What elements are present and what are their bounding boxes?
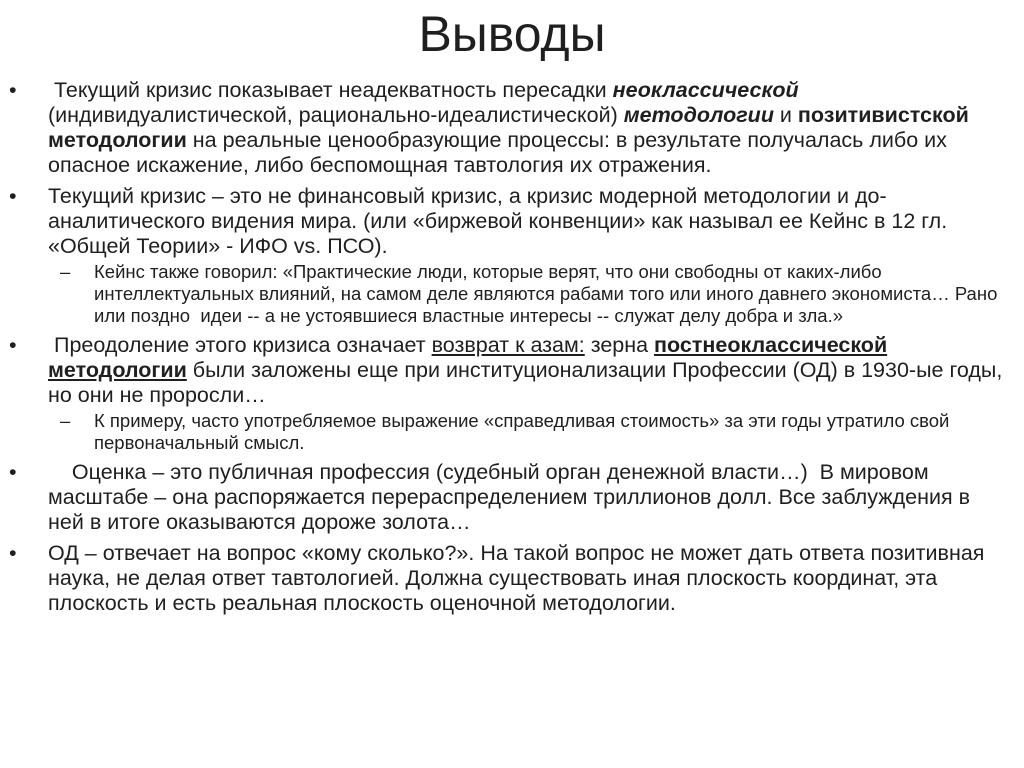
bullet-5-text: ОД – отвечает на вопрос «кому сколько?». На такой вопрос не может дать ответа позитивная наука, не делая ответ тавтологией. Должна существовать иная плоскость координат, эта плоскость и есть реальная плоскость оценочной методологии. (48, 541, 985, 615)
bullet-item-1 (0, 78, 1024, 178)
bullet-item-5 (0, 541, 1024, 616)
sub-bullet-dash: – (60, 410, 71, 431)
slide-title: Выводы (418, 6, 606, 62)
bullet-1-emph-methodology: методологии (623, 103, 774, 127)
bullet-3-text-a: Преодоление этого кризиса означает (48, 333, 432, 357)
bullet-4-text: Оценка – это публичная профессия (судебный орган денежной власти…) В мировом масштабе – она распоряжается перераспределением триллионов долл. Все заблуждения в ней в итоге оказываются дороже золота… (48, 460, 976, 534)
bullet-marker: • (9, 78, 17, 102)
bullet-1-text-a: Текущий кризис показывает неадекватность пересадки (48, 78, 613, 102)
bullet-2-text: Текущий кризис – это не финансовый кризис, а кризис модерной методологии и до-аналитического видения мира. (или «биржевой конвенции» как называл ее Кейнс в 12 гл. «Общей Теории» - ИФО vs. ПСО). (48, 184, 948, 258)
bullet-marker: • (9, 333, 17, 357)
bullet-item-4 (0, 460, 1024, 535)
bullet-item-3 (0, 333, 1024, 454)
sub-bullet-dash: – (60, 261, 71, 282)
bullet-3-text-c: были заложены еще при институционализации Профессии (ОД) в 1930-ые годы, но они не проросли… (48, 358, 1003, 407)
bullet-marker: • (9, 184, 17, 208)
bullet-3-underline-back-to-basics: возврат к азам: (431, 333, 585, 357)
bullet-1-emph-neoclassical: неоклассической (612, 78, 799, 102)
bullet-1-text-c: и (773, 103, 798, 127)
sub-bullet-2-1 (0, 261, 1024, 327)
bullet-list (0, 78, 1024, 622)
bullet-1-text-d: на реальные ценообразующие процессы: в результате получалась либо их опасное искажение, либо беспомощная тавтология их отражения. (48, 128, 947, 177)
sub-bullet-2-1-text: Кейнс также говорил: «Практические люди, которые верят, что они свободны от каких-либо интеллектуальных влияний, на самом деле являются рабами того или иного давнего экономиста… Рано или поздно идеи -- а не устоявшиеся властные интересы -- служат делу добра и зла.» (94, 261, 1003, 326)
bullet-1-emph-positivist: позитивистской методологии (48, 103, 969, 152)
bullet-marker: • (9, 460, 17, 484)
bullet-3-text-b: зерна (584, 333, 655, 357)
sub-bullet-3-1-text: К примеру, часто употребляемое выражение «справедливая стоимость» за эти годы утратило свой первоначальный смысл. (94, 410, 950, 453)
bullet-1-text-b: (индивидуалистической, рационально-идеалистической) (48, 103, 624, 127)
bullet-3-emph-postneoclassical: постнеоклассической методологии (48, 333, 888, 382)
sub-bullet-3-1 (0, 410, 1024, 454)
bullet-item-2 (0, 184, 1024, 327)
bullet-marker: • (9, 541, 17, 565)
